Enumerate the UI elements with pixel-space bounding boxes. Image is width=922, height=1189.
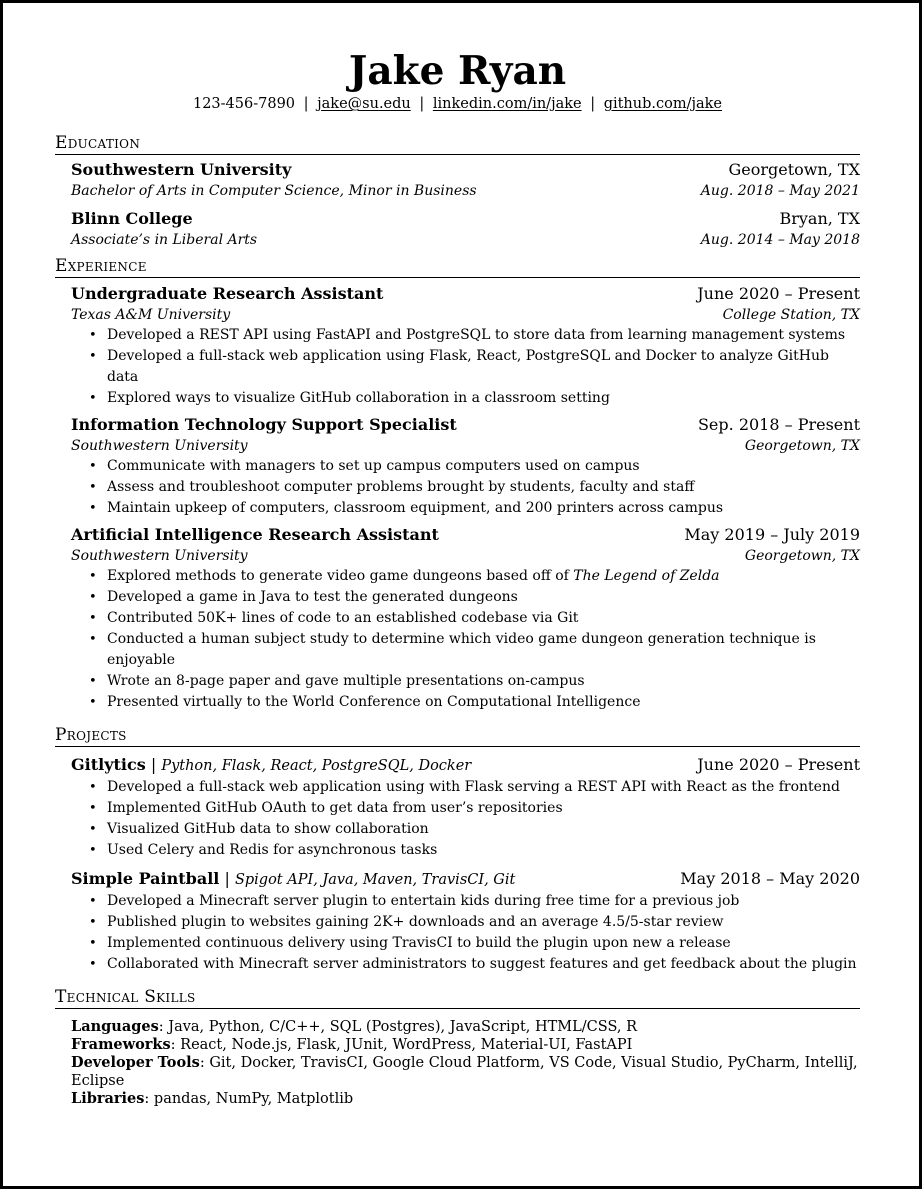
list-item: • Visualized GitHub data to show collaboration — [89, 819, 860, 840]
list-item: • Contributed 50K+ lines of code to an established codebase via Git — [89, 608, 860, 629]
education-entry — [71, 208, 860, 250]
section-title-education: Education — [55, 133, 860, 155]
list-item: • Developed a full-stack web application using with Flask serving a REST API with React as the frontend — [89, 777, 860, 798]
project-dates: May 2018 – May 2020 — [680, 869, 860, 888]
skill-label: Developer Tools — [71, 1054, 200, 1071]
list-item: • Used Celery and Redis for asynchronous tasks — [89, 840, 860, 861]
job-location: Georgetown, TX — [744, 438, 860, 454]
section-title-projects: Projects — [55, 725, 860, 747]
bullet-list — [71, 325, 860, 409]
separator: | — [303, 96, 309, 112]
separator: | — [590, 96, 596, 112]
skill-values: Git, Docker, TravisCI, Google Cloud Platform, VS Code, Visual Studio, PyCharm, IntelliJ, Eclipse — [71, 1055, 858, 1089]
job-location: Georgetown, TX — [744, 548, 860, 564]
projects-section — [55, 725, 860, 975]
list-item: • Developed a REST API using FastAPI and PostgreSQL to store data from learning management systems — [89, 325, 860, 346]
list-item: • Explored ways to visualize GitHub collaboration in a classroom setting — [89, 388, 860, 409]
education-entry — [71, 159, 860, 201]
skill-values: pandas, NumPy, Matplotlib — [153, 1091, 354, 1107]
skills-list — [55, 1009, 860, 1108]
skills-row: Libraries: pandas, NumPy, Matplotlib — [71, 1090, 354, 1107]
skills-section — [55, 987, 860, 1108]
organization: Texas A&M University — [71, 307, 231, 323]
skill-values: React, Node.js, Flask, JUnit, WordPress, Material-UI, FastAPI — [180, 1037, 633, 1053]
experience-section — [55, 256, 860, 713]
linkedin-link[interactable]: linkedin.com/in/jake — [432, 96, 582, 112]
school-name: Southwestern University — [71, 160, 292, 179]
education-section — [55, 133, 860, 250]
project-heading — [71, 868, 515, 891]
job-location: College Station, TX — [722, 307, 860, 323]
list-item: • Maintain upkeep of computers, classroom equipment, and 200 printers across campus — [89, 498, 860, 519]
school-name: Blinn College — [71, 209, 193, 228]
job-title: Information Technology Support Specialist — [71, 415, 457, 434]
job-dates: June 2020 – Present — [697, 284, 860, 303]
project-name: Gitlytics — [71, 755, 146, 774]
list-item: • Published plugin to websites gaining 2K+ downloads and an average 4.5/5-star review — [89, 912, 860, 933]
separator: | — [150, 755, 157, 774]
list-item: • Wrote an 8-page paper and gave multiple presentations on-campus — [89, 671, 860, 692]
degree: Associate’s in Liberal Arts — [71, 232, 258, 248]
github-link[interactable]: github.com/jake — [603, 96, 722, 112]
bullet-list — [71, 777, 860, 861]
education-dates: Aug. 2014 – May 2018 — [700, 232, 860, 248]
list-item: • Assess and troubleshoot computer problems brought by students, faculty and staff — [89, 477, 860, 498]
job-title: Artificial Intelligence Research Assistant — [71, 525, 439, 544]
contact-line — [55, 94, 860, 114]
game-title: The Legend of Zelda — [573, 568, 720, 584]
bullet-list — [71, 456, 860, 519]
job-dates: May 2019 – July 2019 — [684, 525, 860, 544]
list-item: • Presented virtually to the World Conference on Computational Intelligence — [89, 692, 860, 713]
list-item: • Conducted a human subject study to determine which video game dungeon generation technique is enjoyable — [89, 629, 860, 671]
experience-entry — [71, 524, 860, 713]
organization: Southwestern University — [71, 548, 248, 564]
bullet-list — [71, 891, 860, 975]
organization: Southwestern University — [71, 438, 248, 454]
separator: | — [224, 869, 230, 888]
skills-row: Frameworks: React, Node.js, Flask, JUnit, WordPress, Material-UI, FastAPI — [71, 1036, 633, 1053]
skills-row: Developer Tools: Git, Docker, TravisCI, Google Cloud Platform, VS Code, Visual Studio, PyCharm, IntelliJ, Eclipse — [71, 1054, 858, 1089]
skills-row: Languages: Java, Python, C/C++, SQL (Postgres), JavaScript, HTML/CSS, R — [71, 1018, 637, 1035]
list-item: • Developed a Minecraft server plugin to entertain kids during free time for a previous job — [89, 891, 860, 912]
experience-entry — [71, 414, 860, 519]
section-title-experience: Experience — [55, 256, 860, 278]
education-dates: Aug. 2018 – May 2021 — [700, 183, 860, 199]
degree: Bachelor of Arts in Computer Science, Minor in Business — [71, 183, 477, 199]
email-link[interactable]: jake@su.edu — [317, 96, 411, 112]
experience-entry — [71, 283, 860, 409]
skill-label: Libraries — [71, 1090, 145, 1107]
bullet-text: Explored methods to generate video game dungeons based off of — [107, 568, 574, 584]
list-item: • Collaborated with Minecraft server administrators to suggest features and get feedback about the plugin — [89, 954, 860, 975]
school-location: Georgetown, TX — [728, 160, 860, 179]
project-tech: Spigot API, Java, Maven, TravisCI, Git — [234, 872, 516, 888]
list-item: • Developed a full-stack web application using Flask, React, PostgreSQL and Docker to analyze GitHub data — [89, 346, 860, 388]
bullet-list — [71, 566, 860, 713]
list-item: • Implemented GitHub OAuth to get data from user’s repositories — [89, 798, 860, 819]
project-entry — [71, 868, 860, 975]
person-name: Jake Ryan — [348, 48, 567, 94]
project-name: Simple Paintball — [71, 869, 220, 888]
project-entry — [71, 754, 860, 861]
skill-values: Java, Python, C/C++, SQL (Postgres), JavaScript, HTML/CSS, R — [168, 1019, 637, 1035]
project-heading — [71, 754, 471, 777]
list-item: • Developed a game in Java to test the generated dungeons — [89, 587, 860, 608]
list-item: • Implemented continuous delivery using TravisCI to build the plugin upon new a release — [89, 933, 860, 954]
list-item: • Communicate with managers to set up campus computers used on campus — [89, 456, 860, 477]
phone-number: 123-456-7890 — [192, 96, 296, 112]
separator: | — [419, 96, 425, 112]
skill-label: Frameworks — [71, 1036, 171, 1053]
list-item — [89, 566, 860, 587]
job-title: Undergraduate Research Assistant — [71, 284, 384, 303]
job-dates: Sep. 2018 – Present — [697, 415, 860, 434]
project-tech: Python, Flask, React, PostgreSQL, Docker — [161, 758, 472, 774]
project-dates: June 2020 – Present — [697, 755, 860, 774]
skill-label: Languages — [71, 1018, 159, 1035]
section-title-skills: Technical Skills — [55, 987, 860, 1009]
school-location: Bryan, TX — [779, 209, 860, 228]
resume-header — [55, 3, 860, 114]
